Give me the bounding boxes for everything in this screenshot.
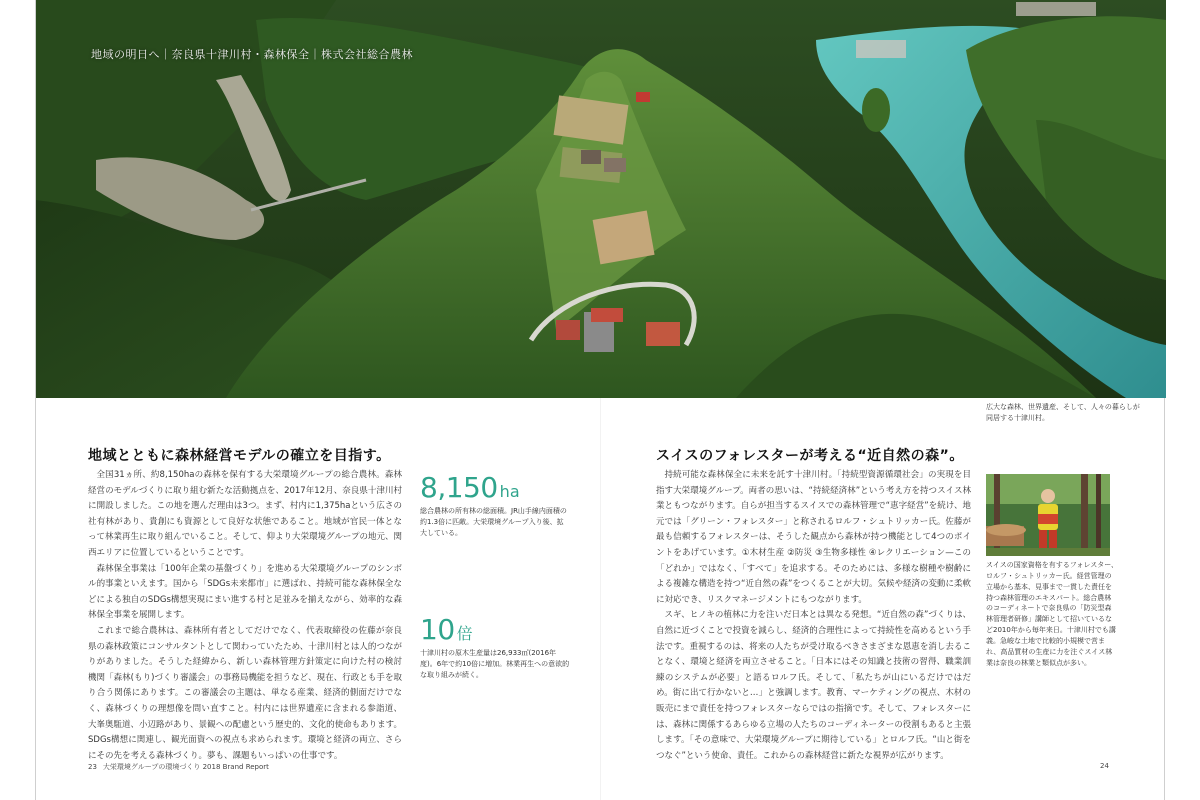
page-number-left: 23 <box>88 763 97 771</box>
left-paragraph: これまで総合農林は、森林所有者としてだけでなく、代表取締役の佐藤が奈良県の森林政策にコンサルタントとして関わっていたため、十津川村とは人的つながりがありました。そうした経緯から、新しい森林管理方針策定に向けた村の検討機関「森林(もり)づくり審議会」の事務局機能を担うなど、現在、行政とも手を取り合う関係にあります。この審議会の主題は、単なる産業、経済的側面だけでなく、森林づくりの理想像を問い直すこと。村内には世界遺産に含まれる参詣道、大峯奥駈道、小辺路があり、景観への配慮という歴史的、文化的使命もあります。SDGs構想に関連し、観光面資への視点も求められます。環境と経済の両立、さらにその先を考える森林づくり。夢も、課題もいっぱいの仕事です。 <box>88 625 402 761</box>
page-gutter <box>600 398 601 800</box>
stat-description: 十津川村の原木生産量は26,933㎥(2016年度)。6年で約10倍に増加。林業再生への意欲的な取り組みが続く。 <box>420 649 570 679</box>
right-paragraph: スギ、ヒノキの植林に力を注いだ日本とは異なる発想。“近自然の森”づくりは、自然に近づくことで投資を減らし、経済的合理性によって持続性を高めるという手法です。重視するのは、将来の人たちが受け取るべきさまざまな恩恵を消し去ることなく、環境と経済を両立させること。「日本にはその知識と技術の習得、職業訓練のシステムが必要」と語るロルフ氏。そして、「私たちが山にいるだけではだめ。街に出て行かないと…」と強調します。教育、マーケティングの視点、木材の販売にまで責任を持つフォレスターならではの指摘です。そして、フォレスターには、森林に関係するあらゆる立場の人たちのコーディネーターの役割もあると主張します。「その意味で、大栄環境グループに期待している」とロルフ氏。“山と街をつなぐ”という使命、責任。これからの森林経営に新たな視界が広がります。 <box>656 610 971 761</box>
hero-caption: 地域の明日へ｜奈良県十津川村・森林保全｜株式会社総合農林 <box>91 48 413 61</box>
folio-right <box>1100 762 1109 770</box>
page-number-right: 24 <box>1100 762 1109 770</box>
forester-caption: スイスの国家資格を有するフォレスター、ロルフ・シュトリッカー氏。経営管理の立場から基本、見事まで一貫した責任を持つ森林管理のエキスパート。総合農林のコーディネートで奈良県の「防災型森林管理者研修」講師として招いているなど2010年から毎年来日。十津川村でも講義。急峻な土地で比較的小規模で営まれ、高品質材の生産に力を注ぐスイス林業は奈良の林業と類似点が多い。 <box>986 561 1118 667</box>
stat-forest-area <box>420 472 570 539</box>
folio-left <box>88 762 269 772</box>
stat-description: 総合農林の所有林の総面積。JR山手線内面積の約1.3倍に匹敵。大栄環境グループ入り後、拡大している。 <box>420 507 567 537</box>
left-body-text <box>88 468 402 761</box>
stat-value: 10 <box>420 613 455 646</box>
stat-timber-growth <box>420 614 570 681</box>
publication-title: 大栄環境グループの環境づくり 2018 Brand Report <box>102 763 269 771</box>
stat-value: 8,150 <box>420 471 498 504</box>
right-heading: スイスのフォレスターが考える“近自然の森”。 <box>656 448 964 464</box>
stat-unit: 倍 <box>456 624 473 643</box>
stat-unit: ha <box>499 482 520 501</box>
forester-portrait-image <box>986 474 1110 556</box>
right-body-text <box>656 468 971 761</box>
photo-caption: 広大な森林、世界遺産、そして、人々の暮らしが同居する十津川村。 <box>986 403 1140 422</box>
magazine-spread <box>35 0 1165 800</box>
stat-figure <box>420 614 570 646</box>
left-paragraph: 森林保全事業は「100年企業の基盤づくり」を進める大栄環境グループのシンボル的事業といえます。国から「SDGs未来都市」に選ばれ、持続可能な森林保全などによる独自のSDGs構想実現にまい進する村と足並みを揃えながら、効率的な森林保全事業を展開します。 <box>88 563 402 621</box>
forester-photo <box>986 474 1110 556</box>
right-paragraph: 持続可能な森林保全に未来を託す十津川村。「持続型資源循環社会」の実現を目指す大栄環境グループ。両者の思いは、“持続経済林”という考え方を持つスイス林業ともつながります。自らが担当するスイスでの森林管理で“恵字経営”を続け、地元では「グリーン・フォレスター」と称されるロルフ・シュトリッカー氏。佐藤が最も信頼するフォレスターは、そうした観点から森林が持つ機能として4つのポイントをあげています。①木材生産 ②防災 ③生物多様性 ④レクリエーション—この「どれか」ではなく、「すべて」を追求する。そのためには、多様な樹種や樹齢による複雑な構造を持つ“近自然の森”をつくることが大切。気候や経済の変動に柔軟に対応でき、リスクマネージメントにもつながります。 <box>656 470 971 605</box>
hero-aerial-photo <box>36 0 1166 398</box>
left-paragraph: 全国31ヵ所、約8,150haの森林を保有する大栄環境グループの総合農林。森林経営のモデルづくりに取り組む新たな活動拠点を、2017年12月、奈良県十津川村に開設しました。この地を選んだ理由は3つ。まず、村内に1,375haという広さの社有林があり、貴創にも資源として良好な状態であること。地域が官民一体となって林業再生に取り組んでいること。そして、仰より大栄環境グループの地元、関西エリアに位置しているということです。 <box>88 470 402 558</box>
stat-figure <box>420 472 570 504</box>
left-heading: 地域とともに森林経営モデルの確立を目指す。 <box>88 448 391 464</box>
